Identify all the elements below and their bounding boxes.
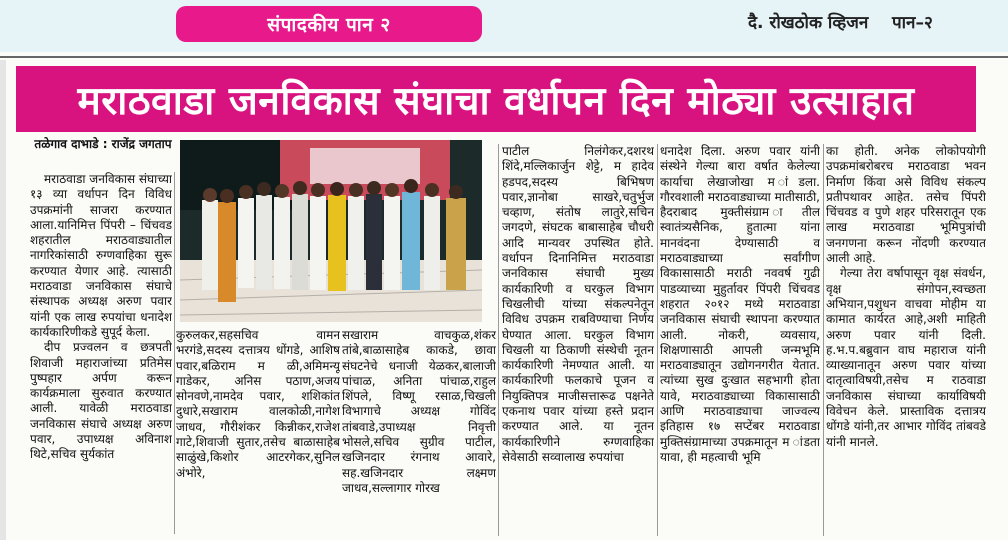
column-divider [657, 144, 658, 536]
section-tab: संपादकीय पान २ [176, 6, 482, 42]
article-column-5 [660, 144, 820, 536]
group-photo-illustration [180, 140, 482, 322]
paragraph: मराठवाडा जनविकास संघाच्या १३ व्या वर्धापन दिन विविध उपक्रमांनी साजरा करण्यात आला.यानिमित्त पिंपरी – चिंचवड शहरातील मराठवाड्यातील नागरिकांसाठी रुग्णवाहिका सुरू करण्यात येणार आहे. त्यासाठी मराठवाडा जनविकास संघाचे संस्थापक अध्यक्ष अरुण पवार यांनी एक लाख रुपयांचा धनादेश कार्यकारिणीकडे सुपूर्द केला. [30, 172, 172, 339]
paragraph: का होती. अनेक लोकोपयोगी उपक्रमांबरोबरच मराठवाडा भवन निर्माण किंवा असे विविध संकल्प प्रतीपथावर आहेत. तसेच पिंपरी चिंचवड व पुणे शहर परिसरातून एक लाख मराठवाडा भूमिपुत्रांची जनगणना करून नोंदणी करण्यात आली आहे. [826, 144, 986, 266]
column-divider [823, 144, 824, 536]
header-rule [0, 56, 1008, 58]
paragraph: कुरुलकर,सहसचिव वामन भरगंडे,सदस्य दत्तात्रय धोंगडे, आशिष पवार,बळिराम म ळी,अमिमन्यू गाडेकर, अनिस पठाण,अजय सोनवणे,नामदेव पवार, शशिकांत दुधारे,सखाराम वालकोळी,नागेश जाधव, गौरीशंकर किन्नीकर,राजेश गाटे,शिवाजी सुतार,तसेच बाळासाहेब साळुंखे,किशोर आटरगेकर,सुनिल अंभोरे, [176, 328, 340, 480]
byline: तळेगाव दाभाडे : राजेंद्र जगताप [34, 137, 172, 151]
article-column-3 [342, 328, 496, 534]
paragraph: दीप प्रज्वलन व छत्रपती शिवाजी महाराजांच्या प्रतिमेस पुष्पहार अर्पण करून कार्यक्रमाला सुरुवात करण्यात आली. यावेळी मराठवाडा जनविकास संघाचे अध्यक्ष अरुण पवार, उपाध्यक्ष अविनाश थिटे,सचिव सुर्यकांत [30, 340, 172, 462]
paper-name: दै. रोखठोक व्हिजन [748, 13, 869, 33]
column-divider [498, 144, 499, 536]
column-divider [174, 172, 175, 534]
event-photo [180, 140, 482, 322]
paragraph: पाटील निलंगेकर,दशरथ शिंदे,मल्लिकार्जुन शेट्टे, म हादेव हडपद,सदस्य बिभिषण पवार,ज्ञानोबा साखरे,चतुर्भुज चव्हाण, संतोष लातुरे,सचिन जगदणे, संघटक बाबासाहेब चौधरी आदि मान्यवर उपस्थित होते. वर्धापन दिनानिमित्त मराठवाडा जनविकास संघाची मुख्य कार्यकारिणी व घरकुल विभाग चिखलीची यांच्या संकल्पनेतून विविध उपक्रम राबविण्याचा निर्णय घेण्यात आला. घरकुल विभाग चिखली या ठिकाणी संस्थेची नूतन कार्यकारिणी नेमण्यात आली. या कार्यकारिणी फलकाचे पूजन व नियुक्तिपत्र माजीसत्तारूढ पक्षनेते एकनाथ पवार यांच्या हस्ते प्रदान करण्यात आले. या नूतन कार्यकारिणीने रुग्णवाहिका सेवेसाठी सव्वालाख रुपयांचा [502, 144, 654, 464]
paragraph: सखाराम वाचकुळ,शंकर तांबे,बाळासाहेब काकडे, छावा संघटनेचे धनाजी येळकर,बालाजी पांचाळ, अनिता पांचाळ,राहुल शिंपले, विष्णू रसाळ,चिखली विभागाचे अध्यक्ष गोविंद तांबवाडे,उपाध्यक्ष निवृत्ती भोसले,सचिव सुग्रीव पाटील, खजिनदार रंगनाथ आवारे, सह.खजिनदार लक्ष्मण जाधव,सल्लागार गोरख [342, 328, 496, 495]
article-column-2 [176, 328, 340, 534]
headline: मराठवाडा जनविकास संघाचा वर्धापन दिन मोठ्या उत्साहात [16, 66, 976, 132]
article-column-4 [502, 144, 654, 536]
paragraph: धनादेश दिला. अरुण पवार यांनी संस्थेने गेल्या बारा वर्षात केलेल्या कार्याचा लेखाजोखा म ांडला. गौरवशाली मराठवाड्याच्या मातीसाठी, हैदराबाद मुक्तीसंग्राम ातील स्वातंत्र्यसैनिक, हुतात्मा यांना मानवंदना देण्यासाठी व मराठवाड्याच्या सर्वांगीण विकासासाठी मराठी नववर्ष गुढी पाडव्याच्या मुहुर्तावर पिंपरी चिंचवड शहरात २०१२ मध्ये मराठवाडा जनविकास संघाची स्थापना करण्यात आली. नोकरी, व्यवसाय, शिक्षणासाठी आपली जन्मभूमि मराठवाड्यातून उद्योगनगरीत येतात. त्यांच्या सुख दुःखात सहभागी होता यावे, मराठवाड्याच्या विकासासाठी आणि मराठवाड्याचा जाज्वल्य इतिहास १७ सप्टेंबर मराठवाडा मुक्तिसंग्रामाच्या उपक्रमातून म ांडता यावा, ही महत्वाची भूमि [660, 144, 820, 464]
article-column-1 [30, 172, 172, 534]
article-column-6 [826, 144, 986, 524]
page-left-edge [0, 60, 6, 540]
page-number: पान–२ [892, 13, 933, 33]
paragraph: गेल्या तेरा वर्षापासून वृक्ष संवर्धन, वृक्ष संगोपन,स्वच्छता अभियान,पशुधन वाचवा मोहीम या कामात कार्यरत आहे,अशी माहिती अरुण पवार यांनी दिली. ह.भ.प.बब्रुवान वाघ महाराज यांनी व्याख्यानातून अरुण पवार यांच्या दातृत्वाविषयी,तसेच म राठवाडा जनविकास संघाच्या कार्याविषयी विवेचन केले. प्रास्ताविक दत्तात्रय धोंगडे यांनी,तर आभार गोविंद तांबवडे यांनी मानले. [826, 266, 986, 449]
